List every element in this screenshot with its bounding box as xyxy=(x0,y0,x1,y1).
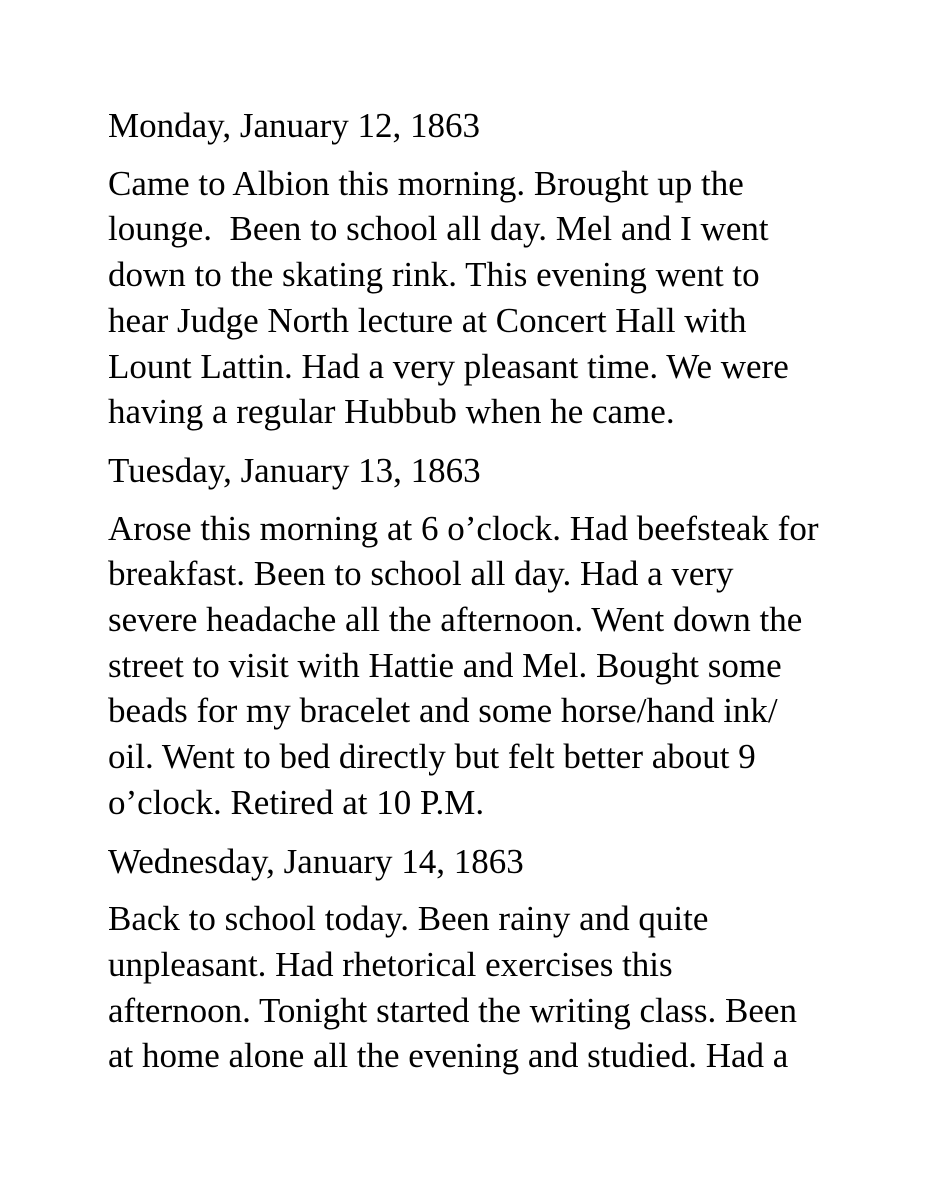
entry-line: down to the skating rink. This evening went to xyxy=(108,255,760,295)
entry-line: Back to school today. Been rainy and quite xyxy=(108,899,709,939)
entry-date-heading: Wednesday, January 14, 1863 xyxy=(108,841,524,881)
entry-date-heading: Tuesday, January 13, 1863 xyxy=(108,450,481,490)
entry-paragraph xyxy=(108,896,848,1079)
entry-line: at home alone all the evening and studied. Had a xyxy=(108,1036,789,1076)
entry-line: Arose this morning at 6 o’clock. Had beefsteak for xyxy=(108,508,819,548)
entry-line: severe headache all the afternoon. Went down the xyxy=(108,600,803,640)
entry-line: having a regular Hubbub when he came. xyxy=(108,392,675,432)
entry-paragraph xyxy=(108,161,848,435)
entry-line: oil. Went to bed directly but felt better about 9 xyxy=(108,737,756,777)
entry-line: beads for my bracelet and some horse/hand ink/ xyxy=(108,691,778,731)
entry-line: o’clock. Retired at 10 P.M. xyxy=(108,782,485,822)
diary-text-block xyxy=(108,103,848,1092)
entry-line: afternoon. Tonight started the writing class. Been xyxy=(108,990,797,1030)
entry-line: lounge. Been to school all day. Mel and I went xyxy=(108,209,769,249)
entry-line: hear Judge North lecture at Concert Hall with xyxy=(108,300,747,340)
entry-date-heading: Monday, January 12, 1863 xyxy=(108,106,480,145)
entry-line: Came to Albion this morning. Brought up the xyxy=(108,163,744,203)
entry-line: breakfast. Been to school all day. Had a very xyxy=(108,554,734,594)
entry-line: street to visit with Hattie and Mel. Bought some xyxy=(108,645,782,685)
entry-line: Lount Lattin. Had a very pleasant time. We were xyxy=(108,346,789,386)
entry-paragraph xyxy=(108,506,848,826)
entry-line: unpleasant. Had rhetorical exercises this xyxy=(108,944,673,984)
